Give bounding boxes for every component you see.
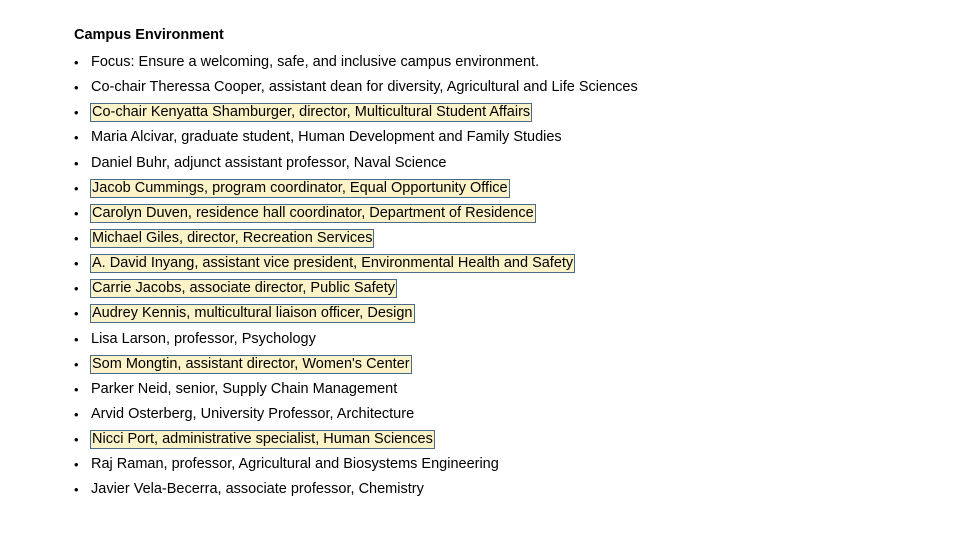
item-text: Daniel Buhr, adjunct assistant professor, Naval Science	[91, 154, 447, 171]
item-text: Focus: Ensure a welcoming, safe, and inclusive campus environment.	[91, 54, 540, 70]
list-item	[74, 477, 934, 502]
item-text: Arvid Osterberg, University Professor, Architecture	[91, 405, 415, 422]
item-text: Co-chair Theressa Cooper, assistant dean for diversity, Agricultural and Life Sciences	[91, 79, 638, 96]
bullet-icon: •	[74, 482, 79, 498]
item-text: Parker Neid, senior, Supply Chain Management	[91, 380, 398, 397]
list-item	[74, 251, 934, 276]
list-item	[74, 100, 934, 125]
highlighted-item-text: Michael Giles, director, Recreation Services	[92, 229, 373, 246]
list-item	[74, 327, 934, 352]
highlighted-item-text: A. David Inyang, assistant vice president, Environmental Health and Safety	[92, 255, 574, 272]
item-text: Maria Alcivar, graduate student, Human Development and Family Studies	[91, 129, 562, 146]
list-item	[74, 176, 934, 201]
bullet-icon: •	[74, 331, 79, 347]
slide-heading: Campus Environment	[74, 27, 224, 43]
bullet-icon: •	[74, 256, 79, 272]
bullet-icon: •	[74, 130, 79, 146]
list-item	[74, 75, 934, 100]
bullet-icon: •	[74, 55, 79, 70]
bullet-icon: •	[74, 406, 79, 422]
item-text: Lisa Larson, professor, Psychology	[91, 330, 316, 347]
item-text: Raj Raman, professor, Agricultural and Biosystems Engineering	[91, 456, 499, 473]
highlighted-item-text: Som Mongtin, assistant director, Women's Center	[92, 355, 410, 372]
list-item	[74, 452, 934, 477]
highlighted-item-text: Co-chair Kenyatta Shamburger, director, Multicultural Student Affairs	[92, 104, 531, 121]
bullet-icon: •	[74, 356, 79, 372]
item-text: Javier Vela-Becerra, associate professor, Chemistry	[91, 481, 424, 498]
list-item	[74, 276, 934, 301]
list-item	[74, 201, 934, 226]
list-item	[74, 402, 934, 427]
list-item	[74, 301, 934, 326]
bullet-icon: •	[74, 230, 79, 246]
highlighted-item-text: Nicci Port, administrative specialist, Human Sciences	[92, 431, 433, 448]
list-item	[74, 226, 934, 251]
bullet-icon: •	[74, 381, 79, 397]
bullet-icon: •	[74, 281, 79, 297]
list-item	[74, 427, 934, 452]
list-item	[74, 125, 934, 150]
list-item	[74, 50, 934, 75]
list-item	[74, 377, 934, 402]
bullet-icon: •	[74, 80, 79, 96]
bullet-icon: •	[74, 105, 79, 121]
highlighted-item-text: Carolyn Duven, residence hall coordinator, Department of Residence	[92, 204, 534, 221]
highlighted-item-text: Jacob Cummings, program coordinator, Equal Opportunity Office	[92, 179, 508, 196]
bullet-icon: •	[74, 180, 79, 196]
slide-content	[74, 25, 934, 503]
highlighted-item-text: Carrie Jacobs, associate director, Public Safety	[92, 280, 396, 297]
bullet-icon: •	[74, 457, 79, 473]
list-item	[74, 151, 934, 176]
highlighted-item-text: Audrey Kennis, multicultural liaison officer, Design	[92, 305, 413, 322]
bullet-icon: •	[74, 306, 79, 322]
committee-member-list	[74, 50, 934, 503]
bullet-icon: •	[74, 432, 79, 448]
bullet-icon: •	[74, 155, 79, 171]
list-item	[74, 352, 934, 377]
bullet-icon: •	[74, 205, 79, 221]
